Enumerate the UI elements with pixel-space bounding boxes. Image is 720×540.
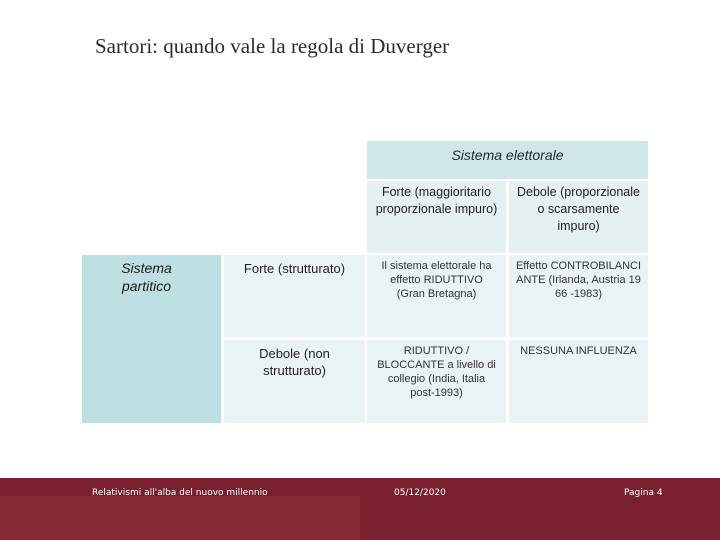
header-sistema-elettorale: Sistema elettorale <box>367 141 648 179</box>
slide-title: Sartori: quando vale la regola di Duverger <box>95 34 450 58</box>
row-group-sistema-partitico: Sistema partitico <box>82 255 221 423</box>
cell-debole-forte: RIDUTTIVO / BLOCCANTE a livello di collegio (India, Italia post-1993) <box>367 340 506 423</box>
footer-panel <box>0 496 360 540</box>
row-header-forte: Forte (strutturato) <box>224 255 365 337</box>
cell-forte-debole: Effetto CONTROBILANCIANTE (Irlanda, Austria 1966 -1983) <box>509 255 648 337</box>
col-header-debole: Debole (proporzionale o scarsamente impuro) <box>509 181 648 253</box>
footer-title: Relativismi all'alba del nuovo millennio <box>92 488 268 498</box>
row-header-debole: Debole (non strutturato) <box>224 340 365 423</box>
col-header-forte: Forte (maggioritario proporzionale impuro) <box>367 181 506 253</box>
cell-forte-forte: Il sistema elettorale ha effetto RIDUTTIVO (Gran Bretagna) <box>367 255 506 337</box>
footer-page-number: Pagina 4 <box>624 488 663 498</box>
cell-debole-debole: NESSUNA INFLUENZA <box>509 340 648 423</box>
footer-date: 05/12/2020 <box>394 488 446 498</box>
